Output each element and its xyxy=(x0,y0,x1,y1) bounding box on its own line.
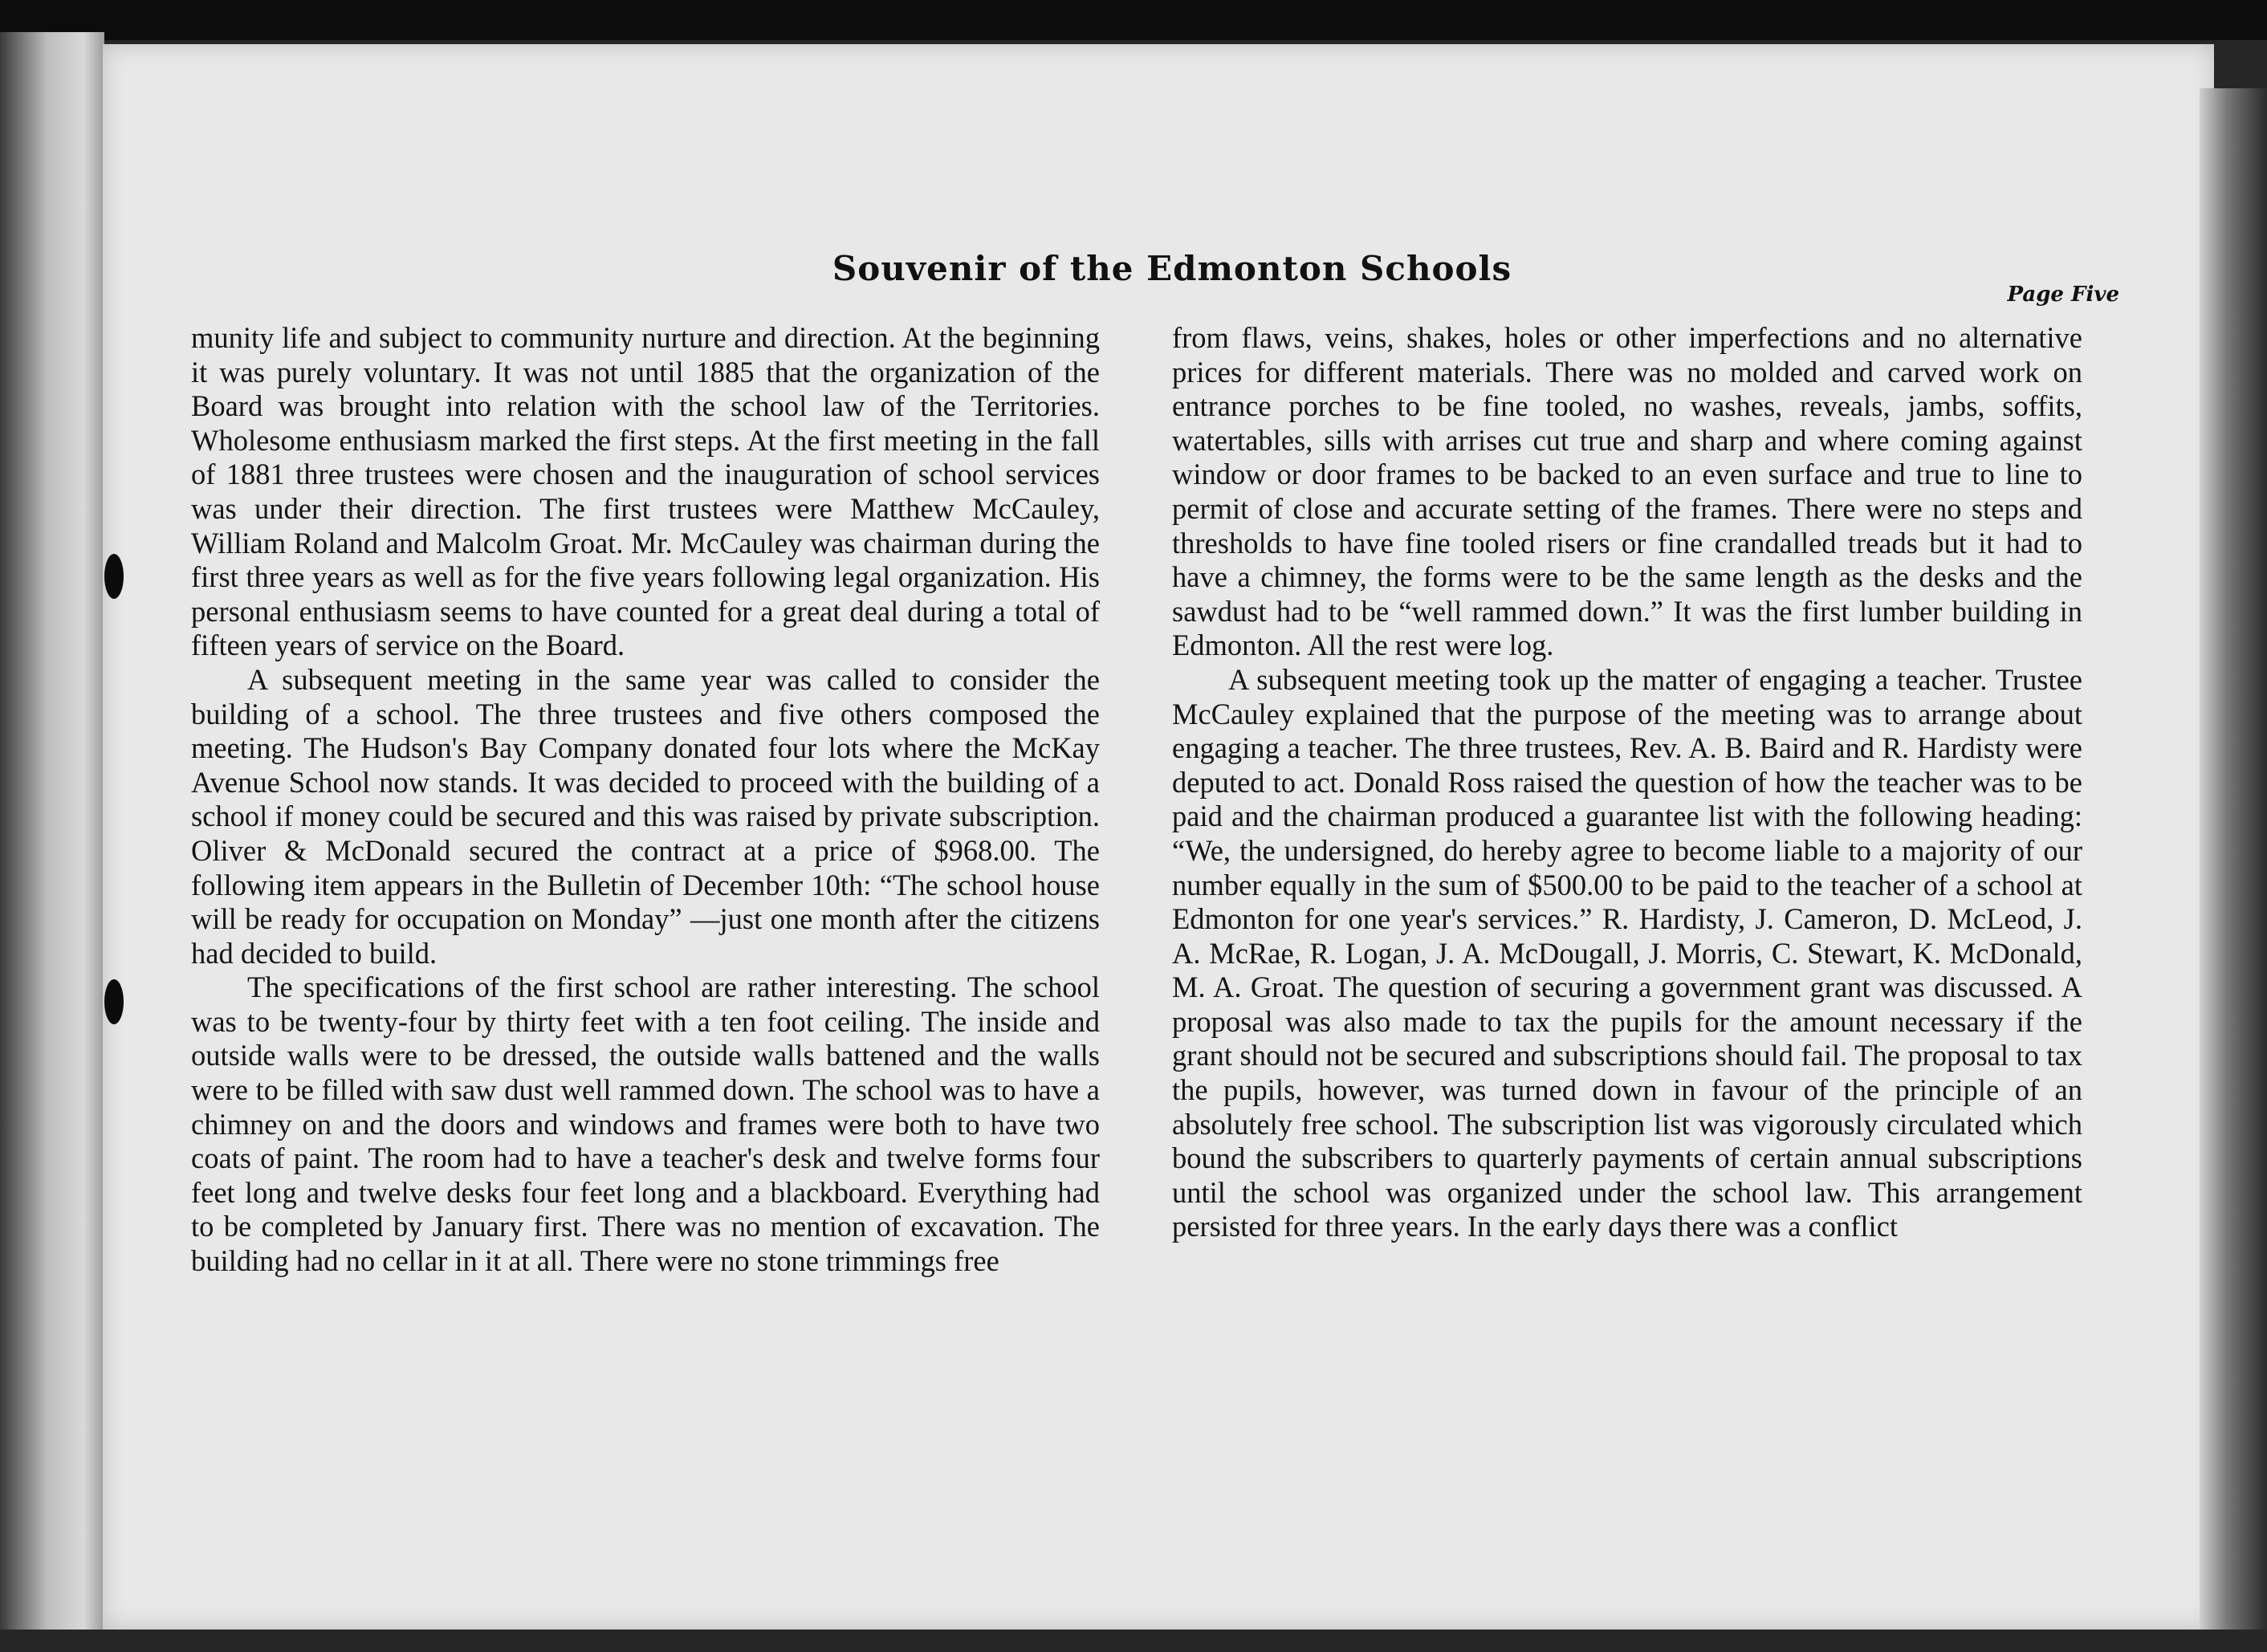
paragraph: A subsequent meeting took up the matter of engaging a teacher. Trustee McCauley explained that the purpose of the meeting was to arrange about engaging a teacher. The three trustees, Rev. A. B. Baird and R. Hardisty were deputed to act. Donald Ross raised the question of how the teacher was to be paid and the chairman produced a guarantee list with the following heading: “We, the undersigned, do hereby agree to become liable to a majority of our number equally in the sum of $500.00 to be paid to the teacher of a school at Edmonton for one year's services.” R. Hardisty, J. Cameron, D. McLeod, J. A. McRae, R. Logan, J. A. McDougall, J. Morris, C. Stewart, K. McDonald, M. A. Groat. The question of securing a government grant was discussed. A proposal was also made to tax the pupils for the amount necessary if the grant should not be secured and subscriptions should fail. The proposal to tax the pupils, however, was turned down in favour of the principle of an absolutely free school. The subscription list was vigorously circulated which bound the subscribers to quarterly payments of certain annual subscriptions until the school was organized under the school law. This arrangement persisted for three years. In the early days there was a conflict xyxy=(1172,662,2082,1243)
top-scan-border xyxy=(0,0,2267,40)
page-number: Page Five xyxy=(2007,283,2119,307)
paragraph: munity life and subject to community nurture and direction. At the beginning it was purely voluntary. It was not until 1885 that the organization of the Board was brought into relation with the school law of the Territories. Wholesome enthusiasm marked the first steps. At the first meeting in the fall of 1881 three trustees were chosen and the inauguration of school services was under their direction. The first trustees were Matthew McCauley, William Roland and Malcolm Groat. Mr. McCauley was chairman during the first three years as well as for the five years following legal organization. His personal enthusiasm seems to have counted for a great deal during a total of fifteen years of service on the Board. xyxy=(191,321,1100,662)
binding-hole-mark xyxy=(104,979,124,1024)
paragraph: The specifications of the first school are rather interesting. The school was to be twenty-four by thirty feet with a ten foot ceiling. The inside and outside walls were to be dressed, the outside walls battened and the walls were to be filled with saw dust well rammed down. The school was to have a chimney on and the doors and windows and frames were both to have two coats of paint. The room had to have a teacher's desk and twelve forms four feet long and twelve desks four feet long and a blackboard. Everything had to be completed by January first. There was no mention of excavation. The building had no cellar in it at all. There were no stone trimmings free xyxy=(191,970,1100,1278)
binding-hole-mark xyxy=(104,554,124,599)
running-header-title: Souvenir of the Edmonton Schools xyxy=(832,249,1512,288)
page-right-edge xyxy=(2200,88,2267,1630)
paragraph: from flaws, veins, shakes, holes or other imperfections and no alternative prices for different materials. There was no molded and carved work on entrance porches to be fine tooled, no washes, reveals, jambs, soffits, watertables, sills with arrises cut true and sharp and where coming against window or door frames to be backed to an even surface and true to line to permit of close and accurate setting of the frames. There were no steps and thresholds to have fine tooled risers or fine crandalled treads but it had to have a chimney, the forms were to be the same length as the desks and the sawdust had to be “well rammed down.” It was the first lumber building in Edmonton. All the rest were log. xyxy=(1172,321,2082,662)
paragraph: A subsequent meeting in the same year was called to consider the building of a school. The three trustees and five others composed the meeting. The Hudson's Bay Company donated four lots where the McKay Avenue School now stands. It was decided to proceed with the building of a school if money could be secured and this was raised by private subscription. Oliver & McDonald secured the contract at a price of $968.00. The following item appears in the Bulletin of December 10th: “The school house will be ready for occupation on Monday” —just one month after the citizens had decided to build. xyxy=(191,662,1100,970)
left-text-column xyxy=(191,321,1100,1279)
right-text-column xyxy=(1172,321,2082,1244)
previous-page-edge xyxy=(0,32,104,1630)
